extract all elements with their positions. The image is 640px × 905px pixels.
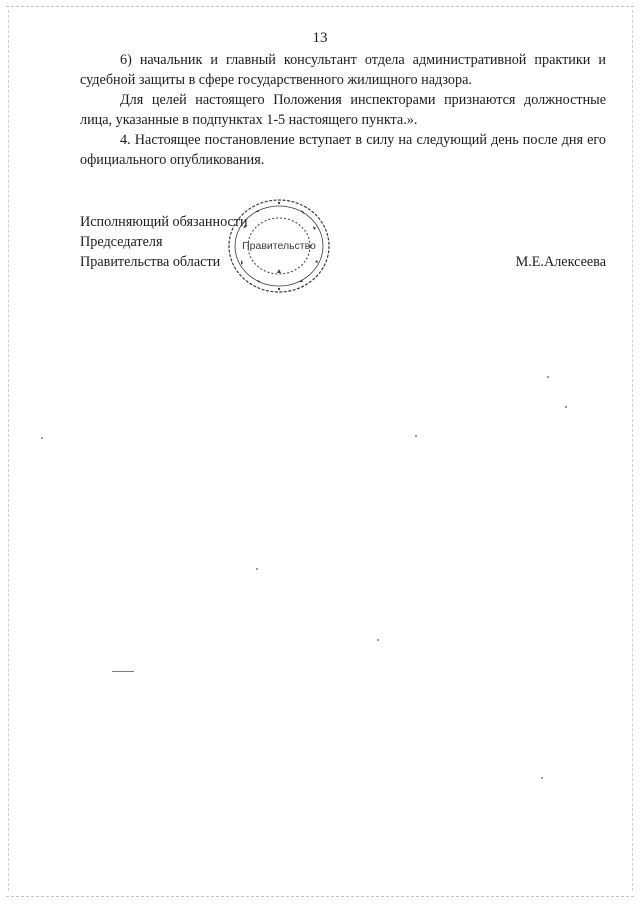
scan-speck [541,777,543,779]
scan-speck [112,671,134,672]
scan-speck [256,568,258,570]
signature-block [80,212,606,272]
signatory-title-line1: Исполняющий обязанности [80,214,248,230]
signatory-title-line3: Правительства области [80,254,221,270]
official-seal-stamp [225,196,333,296]
paragraph-item-6: 6) начальник и главный консультант отдела административной практики и судебной защиты в сфере государственного жилищного надзора. [80,52,606,88]
seal-center-text: Правительство [242,240,316,252]
page-number: 13 [312,30,328,46]
scan-border-top [6,6,634,7]
scan-speck [41,437,43,439]
scan-border-bottom [6,896,634,897]
paragraph-effective-date: 4. Настоящее постановление вступает в силу на следующий день после дня его официального опубликования. [80,132,606,168]
scan-border-right [632,10,633,891]
scan-speck [565,406,567,408]
signatory-title-line2: Председателя [80,234,163,250]
scan-speck [415,435,417,437]
document-body [80,50,606,170]
paragraph-inspectors-definition: Для целей настоящего Положения инспекторами признаются должностные лица, указанные в подпунктах 1-5 настоящего пункта.». [80,92,606,128]
signatory-name: М.Е.Алексеева [515,254,606,270]
scan-border-left [8,10,9,891]
scan-speck [547,376,549,378]
scan-speck [377,639,379,641]
